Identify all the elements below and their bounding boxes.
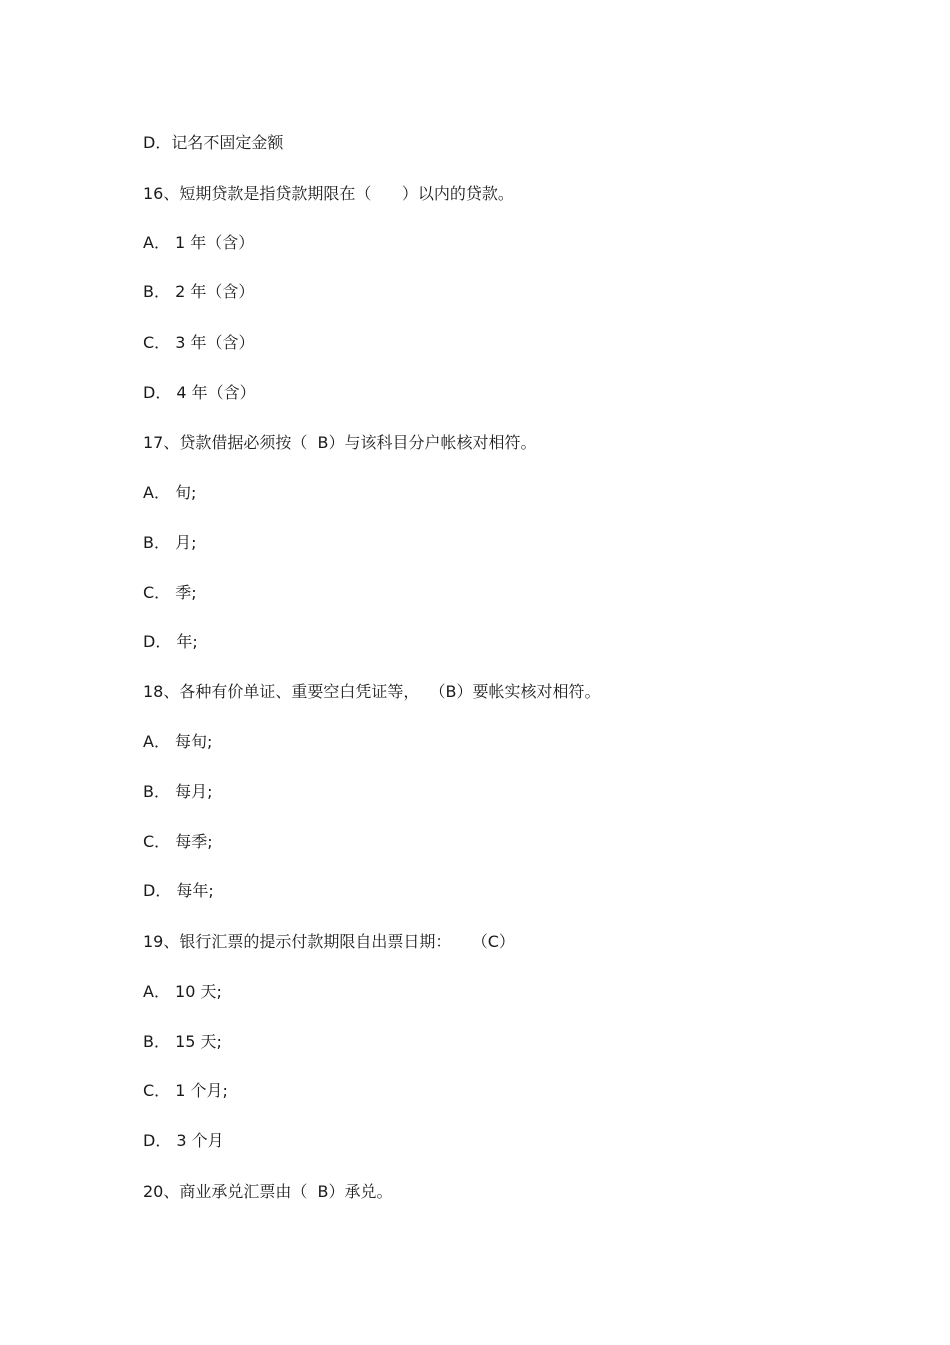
option-15-d: D．记名不固定金额 <box>143 133 284 152</box>
option-18-d: D． 每年; <box>143 881 214 900</box>
question-17: 17、贷款借据必须按（ B）与该科目分户帐核对相符。 <box>143 433 537 452</box>
option-19-d: D． 3 个月 <box>143 1131 224 1150</box>
option-18-b: B． 每月; <box>143 782 213 801</box>
option-16-c: C． 3 年（含） <box>143 333 255 352</box>
option-17-a: A． 旬; <box>143 483 197 502</box>
question-19: 19、银行汇票的提示付款期限自出票日期： （C） <box>143 932 515 951</box>
option-16-a: A． 1 年（含） <box>143 233 255 252</box>
option-19-c: C． 1 个月; <box>143 1081 228 1100</box>
option-19-b: B． 15 天; <box>143 1032 222 1051</box>
option-19-a: A． 10 天; <box>143 982 222 1001</box>
option-17-b: B． 月; <box>143 533 197 552</box>
option-18-a: A． 每旬; <box>143 732 213 751</box>
question-20: 20、商业承兑汇票由（ B）承兑。 <box>143 1182 393 1201</box>
option-17-d: D． 年; <box>143 632 198 651</box>
option-18-c: C． 每季; <box>143 832 213 851</box>
option-16-b: B． 2 年（含） <box>143 282 255 301</box>
question-18: 18、各种有价单证、重要空白凭证等， （B）要帐实核对相符。 <box>143 682 601 701</box>
option-17-c: C． 季; <box>143 583 197 602</box>
option-16-d: D． 4 年（含） <box>143 383 256 402</box>
question-16: 16、短期贷款是指贷款期限在（ ）以内的贷款。 <box>143 184 514 203</box>
